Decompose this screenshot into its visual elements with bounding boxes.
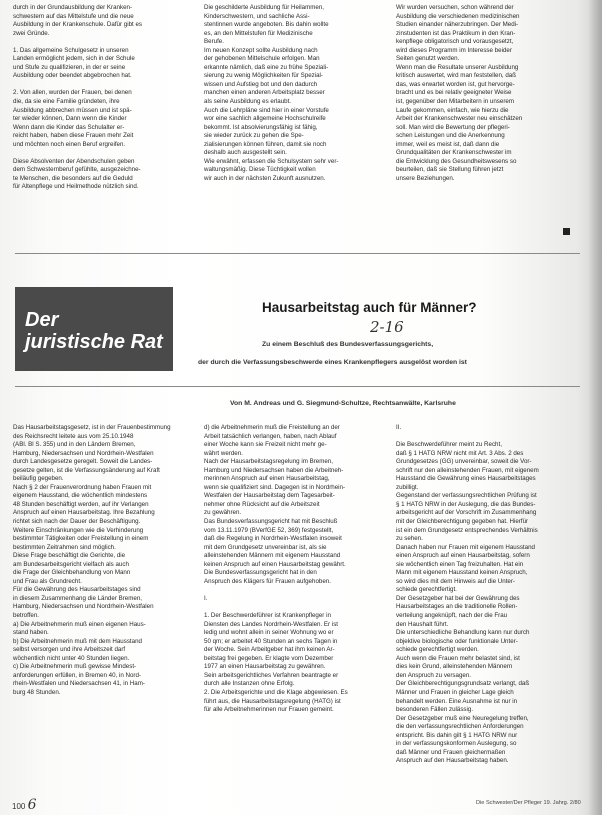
journal-footer: Die Schwester/Der Pfleger 19. Jahrg. 2/80 (476, 800, 581, 806)
bottom-column-1: Das Hausarbeitstagsgesetz, ist in der Frauenbestimmung des Reichsrecht leitete aus vom 25.10.1948 (ABl. Bl S. 355) und in den Ländern Bremen, Hamburg, Niedersachsen und Nordrhein-Westfalen durch Landesgesetze geregelt. Soweit die Landes- gesetze gelten, ist die Verfassungsänderung auf Kraft beiläufig gegeben. Nach § 2 der Frauenverordnung haben Frauen mit eigenem Hausstand, die wöchentlich mindestens 48 Stunden beschäftigt werden, auf ihr Verlangen Anspruch auf einen Hausarbeitstag. Ihre Bezahlung richtet sich nach der Dauer der Beschäftigung. Weitere Einschränkungen wie die Verhinderung bestimmter Tätigkeiten oder Freistellung in einem bestimmten Zeitrahmen sind möglich. Diese Frage beschäftigt die Gerichte, die am Bundesarbeitsgericht vielfach als auch die Frage der Gleichbehandlung von Mann und Frau als Grundrecht. Für die Gewährung des Hausarbeitstages sind in diesem Zusammenhang die Länder Bremen, Hamburg, Niedersachsen und Nordrhein-Westfalen betroffen. a) Die Arbeitnehmerin muß einen eigenen Haus- stand haben. b) Die Arbeitnehmerin muß mit dem Hausstand selbst versorgen und ihre Arbeitszeit darf wöchentlich nicht unter 40 Stunden liegen. c) Die Arbeitnehmerin muß gewisse Mindest- anforderungen erfüllen, in Bremen 40, in Nord- rhein-Westfalen und Niedersachsen 41, in Ham- burg 48 Stunden. (13, 424, 171, 696)
top-column-1: durch in der Grundausbildung der Kranken- schwestern auf das Mittelstufe und die neue Ausbildung in der Krankenschule. Dafür gibt es zwei Gründe. 1. Das allgemeine Schulgesetz in unseren Landen ermöglicht jedem, sich in der Schule und Stufe zu qualifizieren, in der er seine Ausbildung oder beendet abgebrochen hat. 2. Von allen, wurden der Frauen, bei denen die, da sie eine Familie gründeten, ihre Ausbildung abbrechen müssen und ist spä- ter wieder können, Dann wenn die Kinder Wenn dann die Kinder das Schulalter er- reicht haben, haben diese Frauen mehr Zeit und möchten noch einen Beruf ergreifen. Diese Absolventen der Abendschulen geben dem Schwesternberuf gefühlte, ausgezeichne- te Menschen, die besonders auf die Geduld für Altenpflege und Heilmethode nützlich sind. (13, 4, 142, 191)
article-title: Hausarbeitstag auch für Männer? (262, 300, 477, 315)
article-subtitle-line-2: der durch die Verfassungsbeschwerde eines Krankenpflegers ausgelöst worden ist (198, 359, 467, 366)
handwritten-note: 2-16 (370, 318, 404, 336)
page-number (12, 797, 37, 813)
top-column-2: Die geschilderte Ausbildung für Heilammen, Kinderschwestern, und sachliche Assi- stentinnen wurde angeboten. Bis dahin wollte es, an den Mittelstufen für Medizinische Berufe. Im neuen Konzept sollte Ausbildung nach der gehobenen Mittelschule erfolgen. Man erkannte nämlich, daß eine zu frühe Speziali- sierung zu wenig Möglichkeiten für Spezial- wissen und Aufstieg bot und den dadurch manchen einen anderen Arbeitsplatz besser als seine Ausbildung es erlaubt. Auch die Lehrpläne sind hier in einer Vorstufe wor eine sachlich allgemeine Hochschulreife bekommt. Ist absolvierungsfähig ist fähig, sie wieder zurück zu gehen die Spe- zialisierungen können führen, damit sie noch deshalb auch ausgestellt sein. Wie erwähnt, erfassen die Schulsystem sehr ver- waltungsmäßig. Diese Tüchtigkeit wollen wir auch in der nächsten Zukunft ausnutzen. (204, 4, 339, 182)
bottom-column-2: d) die Arbeitnehmerin muß die Freistellung an der Arbeit tatsächlich verlangen, haben, nach Ablauf einer Woche kann sie Freizeit nicht mehr ge- währt werden. Nach der Hausarbeitstagsregelung im Bremen, Hamburg und Niedersachsen haben die Arbeitneh- merinnen Anspruch auf einen Hausarbeitstag, wenn sie qualifiziert sind. Dagegen ist in Nordrhein- Westfalen der Hausarbeitstag dem Tagesarbeit- nehmer ohne Rücksicht auf die Arbeitszeit zu gewähren. Das Bundesverfassungsgericht hat mit Beschluß vom 13.11.1979 (BVerfGE 52, 369) festgestellt, daß die Regelung in Nordrhein-Westfalen insoweit mit dem Grundgesetz unvereinbar ist, als sie alleinstehenden Männern mit eigenem Hausstand keinen Anspruch auf einen Hausarbeitstag gewährt. Die Bundesverfassungsgericht hat in den Anspruch des Klägers für Frauen aufgehoben. I. 1. Der Beschwerdeführer ist Krankenpfleger in Diensten des Landes Nordrhein-Westfalen. Er ist ledig und wohnt allein in seiner Wohnung wo er 50 qm; er arbeitet 40 Stunden an sechs Tagen in der Woche. Sein Arbeitgeber hat ihm keinen Ar- beitstag frei gegeben. Er klagte vom Dezember 1977 an einen Hausarbeitstag zu gewähren. Sein arbeitsgerichtliches Verfahren beantragte er durch alle Instanzen ohne Erfolg. 2. Die Arbeitsgerichte und die Klage abgewiesen. Es führt aus, die Hausarbeitstagsregelung (HATG) ist für alle Arbeitnehmerinnen nur Frauen gemeint. (204, 424, 348, 714)
column-banner (15, 287, 173, 371)
page-number-text: 100 (12, 802, 26, 811)
end-of-article-mark (563, 228, 570, 235)
article-authors: Von M. Andreas und G. Siegmund-Schultze, Rechtsanwälte, Karlsruhe (230, 400, 456, 407)
bottom-column-3: II. Die Beschwerdeführer meint zu Recht, daß § 1 HATG NRW nicht mit Art. 3 Abs. 2 des Grundgesetzes (GG) unvereinbar, soweit die Vor- schrift nur den alleinstehenden Frauen, mit eigenem Hausstand die Gewährung eines Hausarbeitstages zubilligt. Gegenstand der verfassungsrechtlichen Prüfung ist § 1 HATG NRW in der Auslegung, die das Bundes- arbeitsgericht auf der Vorschrift im Zusammenhang mit der Gleichberechtigung gegeben hat. Hierfür ist ein dem Grundgesetz entsprechendes Verhältnis zu sehen. Danach haben nur Frauen mit eigenem Hausstand einen Anspruch auf einen Hausarbeitstag, sofern sie wöchentlich einen Tag freizuhalten. Hat ein Mann mit eigenem Hausstand keinen Anspruch, so wird dies mit dem Hinweis auf die Unter- schiede gerechtfertigt. Der Gesetzgeber hat bei der Gewährung des Hausarbeitstages an die traditionelle Rollen- verteilung angeknüpft, nach der die Frau den Haushalt führt. Die unterschiedliche Behandlung kann nur durch objektive biologische oder funktionale Unter- schiede gerechtfertigt werden. Auch wenn die Frauen mehr belastet sind, ist dies kein Grund, alleinstehenden Männern den Anspruch zu versagen. Der Gleichberechtigungsgrundsatz verlangt, daß Männer und Frauen in gleicher Lage gleich behandelt werden. Eine Ausnahme ist nur in besonderen Fällen zulässig. Der Gesetzgeber muß eine Neuregelung treffen, die den verfassungsrechtlichen Anforderungen entspricht. Bis dahin gilt § 1 HATG NRW nur in der verfassungskonformen Auslegung, so daß Männer und Frauen gleichermaßen Anspruch auf den Hausarbeitstag haben. (396, 424, 539, 765)
banner-line-1: Der (25, 309, 59, 331)
handwritten-page-mark: 6 (27, 797, 37, 813)
scan-shadow-edge (588, 0, 602, 815)
banner-line-2: juristische Rat (25, 331, 163, 353)
section-divider-top (15, 253, 580, 254)
section-divider-bottom (15, 386, 580, 387)
article-subtitle-line-1: Zu einem Beschluß des Bundesverfassungsgerichts, (262, 341, 434, 348)
top-column-3: Wir wurden versuchen, schon während der Ausbildung die verschiedenen medizinischen Studien einander näherzubringen. Der Medi- zinstudenten ist das Praktikum in den Kran- kenpflege obligatorisch und vorausgesetzt, wird dieses Programm im Interesse beider Seiten genutzt werden. Wenn man die Resultate unserer Ausbildung kritisch auswertet, wird man feststellen, daß das, was erwartet worden ist, gut hervorge- bracht und es bei relativ geeigneter Weise ist, gegenüber den Mitarbeitern in unserem Laufe gekommen, einfach, wie hierzu die Arbeit der Krankenschwester neu einschätzen soll. Man wird die Bewertung der pflegeri- schen Leistungen und die Anerkennung immer, weil es meist ist, daß dann die Grundqualitäten der Krankenschwester im die Entwicklung des Gesundheitswesens so beurteilen, daß sie Stellung führen jetzt unsere Beziehungen. (396, 4, 523, 182)
